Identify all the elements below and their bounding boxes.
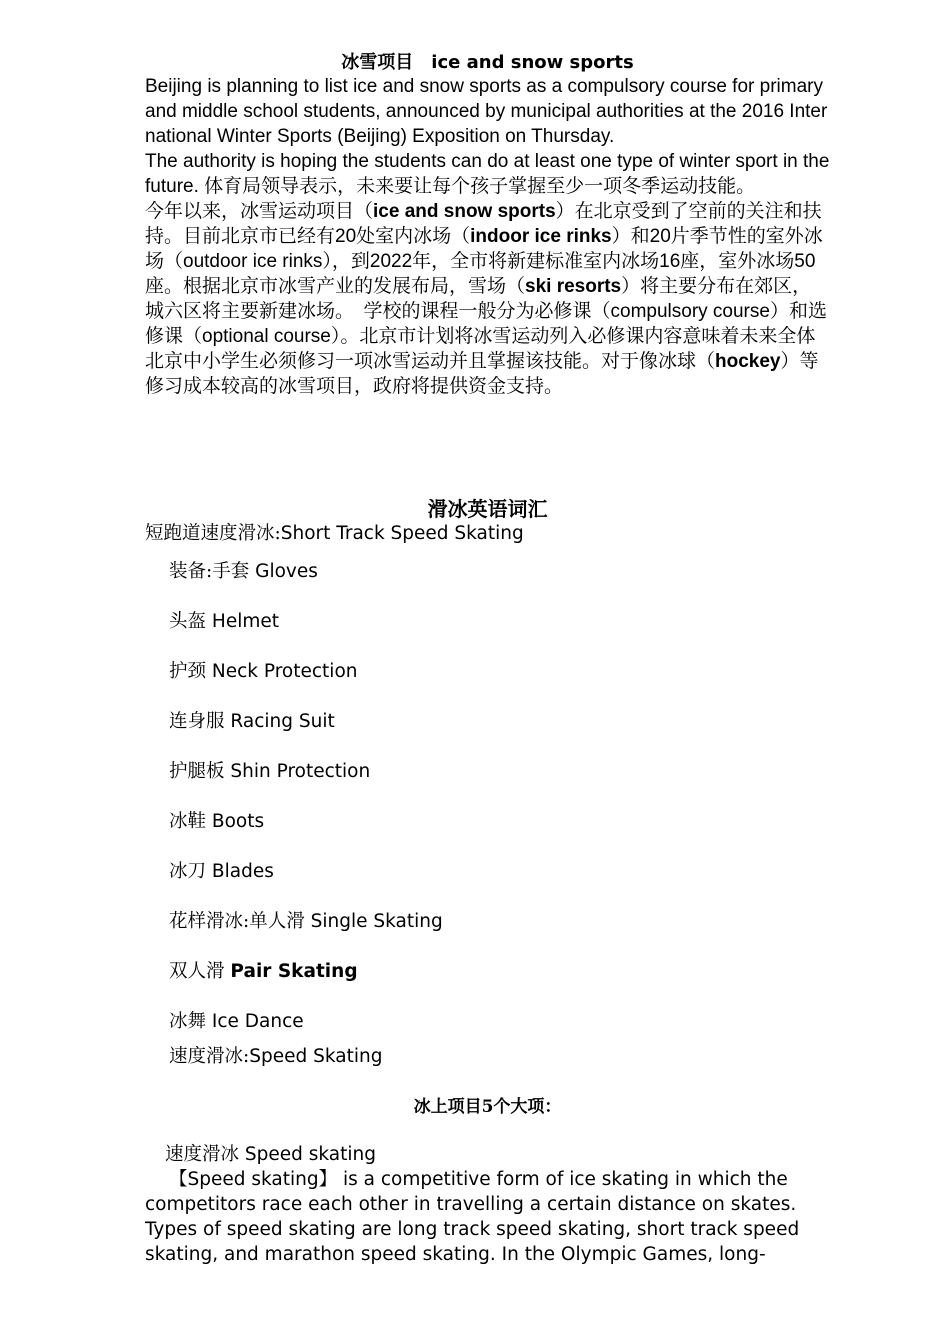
vocab-item <box>169 760 370 784</box>
events-section-title: 冰上项目5个大项： <box>413 1097 562 1117</box>
vocab-cn: 冰刀 <box>169 861 207 882</box>
vocab-cn: 护腿板 <box>169 761 225 782</box>
vocab-section-title: 滑冰英语词汇 <box>427 497 548 521</box>
vocab-en: Racing Suit <box>230 711 335 732</box>
vocab-en: Neck Protection <box>211 661 358 682</box>
vocab-item <box>169 810 264 834</box>
text-run: ）在北京受到了空前的关注和扶持。目前北京市已经有20处室内冰场（ <box>145 201 822 247</box>
vocab-item <box>169 710 335 734</box>
speed-skating-text: 【Speed skating】 is a competitive form of ice skating in which the competitors race each other in travelling a certain distance on skates. Types of speed skating are long track speed skating, short track speed skating, and marathon speed skating. In the Olympic Games, long- <box>145 1169 800 1265</box>
intro-paragraph-1: Beijing is planning to list ice and snow sports as a compulsory course for primary and middle school students, announced by municipal authorities at the 2016 International Winter Sports (Beijing) Exposition on Thursday. <box>145 76 828 147</box>
text-run: 今年以来，冰雪运动项目（ <box>145 201 374 222</box>
term-hockey: hockey <box>715 351 781 372</box>
text-run: ）和20片季节性的室外冰场（outdoor ice rinks），到2022年，全市将新建标准室内冰场16座，室外冰场50座。根据北京市冰雪产业的发展布局，雪场（ <box>145 226 823 297</box>
vocab-cn: 冰舞 <box>169 1011 207 1032</box>
vocab-item <box>169 660 358 684</box>
events-sub-en: Speed skating <box>244 1144 377 1165</box>
text-run: ）等修习成本较高的冰雪项目，政府将提供资金支持。 <box>145 351 819 397</box>
title-cn: 冰雪项目 <box>341 52 414 73</box>
vocab-item <box>169 860 274 884</box>
term-ice-snow-sports: ice and snow sports <box>373 201 556 222</box>
vocab-heading-cn: 短跑道速度滑冰: <box>145 523 281 544</box>
vocab-en-bold: Pair Skating <box>230 961 358 982</box>
vocab-cn: 连身服 <box>169 711 225 732</box>
vocab-heading-en: Short Track Speed Skating <box>280 523 524 544</box>
vocab-en: Helmet <box>211 611 279 632</box>
vocab-cn: 速度滑冰: <box>169 1046 250 1067</box>
vocab-cn: 头盔 <box>169 611 207 632</box>
term-indoor-ice-rinks: indoor ice rinks <box>470 226 612 247</box>
intro-paragraph-3 <box>145 199 830 399</box>
vocab-en: Blades <box>211 861 274 882</box>
vocab-en: Single Skating <box>310 911 443 932</box>
vocab-item <box>169 610 279 634</box>
vocab-en: Boots <box>211 811 265 832</box>
vocab-cn: 双人滑 <box>169 961 225 982</box>
title-en: ice and snow sports <box>431 52 634 73</box>
vocab-item <box>169 560 318 584</box>
events-sub-cn: 速度滑冰 <box>165 1144 240 1165</box>
vocab-cn: 护颈 <box>169 661 207 682</box>
vocab-en: Speed Skating <box>249 1046 383 1067</box>
term-ski-resorts: ski resorts <box>525 276 622 297</box>
vocab-item <box>169 910 443 934</box>
vocab-item <box>169 1010 304 1034</box>
vocab-en: Gloves <box>255 561 318 582</box>
intro-section <box>145 74 830 399</box>
vocab-heading <box>145 522 524 546</box>
vocab-cn: 冰鞋 <box>169 811 207 832</box>
events-subheading <box>165 1143 376 1167</box>
vocab-cn: 装备:手套 <box>169 561 250 582</box>
text-run: ）将主要分布在郊区，城六区将主要新建冰场。 学校的课程一般分为必修课（compulsory course）和选修课（optional course）。北京市计划将冰雪运动列入必修课内容意味着未来全体北京中小学生必须修习一项冰雪运动并且掌握该技能。对于像冰球（ <box>145 276 827 372</box>
document-title <box>145 52 830 74</box>
vocab-en: Shin Protection <box>230 761 371 782</box>
intro-paragraph-2: The authority is hoping the students can do at least one type of winter sport in the future. 体育局领导表示，未来要让每个孩子掌握至少一项冬季运动技能。 <box>145 151 830 197</box>
vocab-en: Ice Dance <box>211 1011 304 1032</box>
vocab-item <box>169 960 358 984</box>
speed-skating-paragraph <box>145 1167 830 1267</box>
vocab-item <box>169 1045 382 1069</box>
vocab-cn: 花样滑冰:单人滑 <box>169 911 305 932</box>
